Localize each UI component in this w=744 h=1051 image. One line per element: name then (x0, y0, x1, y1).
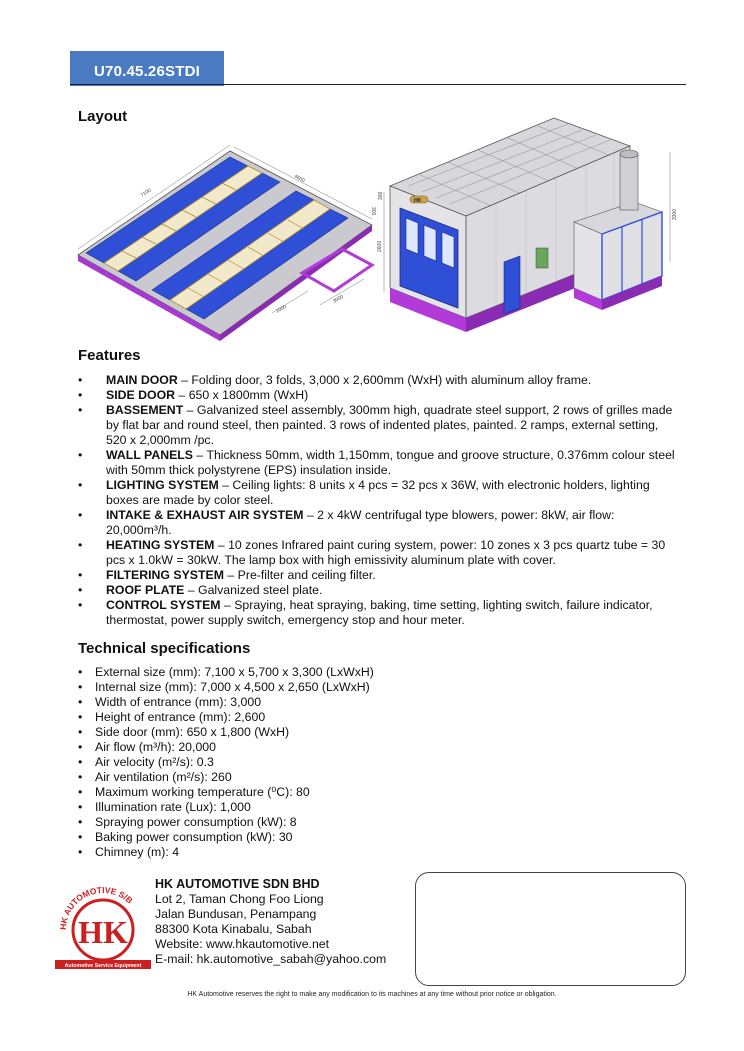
company-address-line: 88300 Kota Kinabalu, Sabah (155, 922, 312, 936)
company-email[interactable]: E-mail: hk.automotive_sabah@yahoo.com (155, 952, 387, 966)
feature-item: • SIDE DOOR – 650 x 1800mm (WxH) (78, 388, 678, 403)
technical-specifications-heading: Technical specifications (78, 640, 251, 657)
spec-item: • Spraying power consumption (kW): 8 (78, 815, 678, 830)
spec-item: • Side door (mm): 650 x 1,800 (WxH) (78, 725, 678, 740)
logo-ring-text: HK AUTOMOTIVE S/B (57, 884, 135, 931)
plan-length-label: 7100 (139, 187, 153, 199)
spec-list (78, 665, 678, 860)
model-code-tab: U70.45.26STDI (70, 51, 224, 86)
plan-sub2-label: 3000 (332, 293, 345, 305)
spec-item: • Maximum working temperature (⁰C): 80 (78, 785, 678, 800)
company-address-line: Jalan Bundusan, Penampang (155, 907, 317, 921)
company-logo (52, 880, 154, 972)
feature-item: • INTAKE & EXHAUST AIR SYSTEM – 2 x 4kW centrifugal type blowers, power: 8kW, air flow: 20,000m³/h. (78, 508, 678, 538)
header-rule (70, 84, 686, 85)
layout-heading: Layout (78, 108, 128, 125)
disclaimer: HK Automotive reserves the right to make any modification to its machines at any time without prior notice or obligation. (187, 991, 557, 998)
spec-item: • Air ventilation (m²/s): 260 (78, 770, 678, 785)
company-website[interactable]: Website: www.hkautomotive.net (155, 937, 330, 951)
company-address-line: Lot 2, Taman Chong Foo Liong (155, 892, 324, 906)
spec-item: • Illumination rate (Lux): 1,000 (78, 800, 678, 815)
booth-brand-badge: HK (414, 198, 422, 204)
booth-right-height-label: 3300 (672, 208, 678, 220)
feature-item: • ROOF PLATE – Galvanized steel plate. (78, 583, 678, 598)
spec-item: • Air velocity (m²/s): 0.3 (78, 755, 678, 770)
spec-item: • Air flow (m³/h): 20,000 (78, 740, 678, 755)
spec-item: • Baking power consumption (kW): 30 (78, 830, 678, 845)
feature-item: • FILTERING SYSTEM – Pre-filter and ceiling filter. (78, 568, 678, 583)
basement-plan-drawing (72, 145, 378, 340)
feature-item: • CONTROL SYSTEM – Spraying, heat spraying, baking, time setting, lighting switch, failure indicator, thermostat, power supply switch, emergency stop and hour meter. (78, 598, 678, 628)
logo-tagline: Automotive Service Equipment (64, 963, 142, 969)
feature-item: • BASSEMENT – Galvanized steel assembly, 300mm high, quadrate steel support, 2 rows of grilles made by flat bar and round steel, then painted. 3 rows of indented plates, painted. 2 ramps, external setting, 520 x 2,000mm /pc. (78, 403, 678, 448)
company-info (155, 877, 386, 967)
feature-item: • MAIN DOOR – Folding door, 3 folds, 3,000 x 2,600mm (WxH) with aluminum alloy frame. (78, 373, 678, 388)
plan-sub1-label: 1000 (275, 303, 288, 315)
feature-list (78, 373, 678, 628)
features-heading: Features (78, 347, 141, 364)
booth-height-label: 2600 (377, 240, 383, 252)
plan-side-label: 300 (370, 207, 376, 216)
spec-item: • External size (mm): 7,100 x 5,700 x 3,300 (LxWxH) (78, 665, 678, 680)
feature-item: • WALL PANELS – Thickness 50mm, width 1,150mm, tongue and groove structure, 0.376mm colour steel with 50mm thick polystyrene (EPS) insulation inside. (78, 448, 678, 478)
booth-top-height-label: 300 (378, 191, 384, 200)
spec-item: • Internal size (mm): 7,000 x 4,500 x 2,650 (LxWxH) (78, 680, 678, 695)
spray-booth-drawing (378, 112, 678, 342)
spec-item: • Height of entrance (mm): 2,600 (78, 710, 678, 725)
feature-item: • HEATING SYSTEM – 10 zones Infrared paint curing system, power: 10 zones x 3 pcs quartz tube = 30 pcs x 1.0kW = 30kW. The lamp box with high emissivity aluminum plate with cover. (78, 538, 678, 568)
dealer-stamp-box (415, 872, 686, 986)
spec-item: • Chimney (m): 4 (78, 845, 678, 860)
logo-monogram: HK (78, 914, 128, 950)
spec-item: • Width of entrance (mm): 3,000 (78, 695, 678, 710)
company-name: HK AUTOMOTIVE SDN BHD (155, 877, 320, 891)
feature-item: • LIGHTING SYSTEM – Ceiling lights: 8 units x 4 pcs = 32 pcs x 36W, with electronic holders, lighting boxes are made by color steel. (78, 478, 678, 508)
plan-width-label: 4600 (293, 173, 306, 184)
